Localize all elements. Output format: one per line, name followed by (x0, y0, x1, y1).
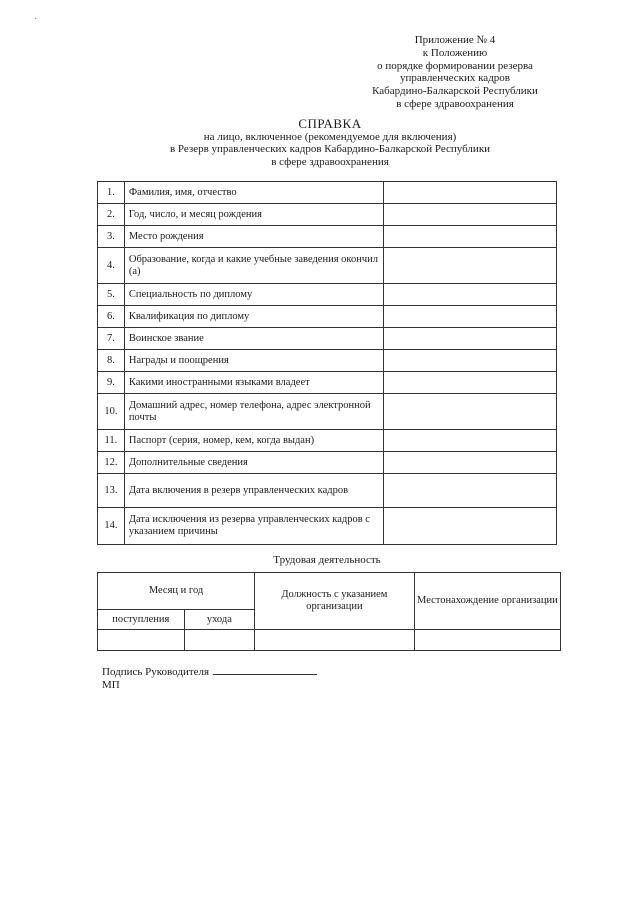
table-row (98, 284, 557, 306)
row-value-cell[interactable] (383, 430, 556, 452)
row-value-cell[interactable] (383, 226, 556, 248)
appendix-line: в сфере здравоохранения (396, 97, 514, 110)
row-value-cell[interactable] (383, 452, 556, 474)
row-value-cell[interactable] (383, 394, 556, 430)
row-value-cell[interactable] (383, 204, 556, 226)
row-number: 10. (98, 394, 125, 430)
row-number: 5. (98, 284, 125, 306)
row-label: Дата исключения из резерва управленческих кадров с указанием причины (124, 508, 383, 545)
table-row (98, 204, 557, 226)
row-label: Какими иностранными языками владеет (124, 372, 383, 394)
corner-mark: · (34, 14, 38, 25)
row-number: 1. (98, 182, 125, 204)
row-label: Домашний адрес, номер телефона, адрес электронной почты (124, 394, 383, 430)
row-value-cell[interactable] (383, 350, 556, 372)
row-label: Дополнительные сведения (124, 452, 383, 474)
row-label: Специальность по диплому (124, 284, 383, 306)
stamp-label: МП (102, 679, 120, 691)
signature-label: Подпись Руководителя (102, 666, 210, 678)
employment-entry-row (98, 630, 561, 651)
row-label: Год, число, и месяц рождения (124, 204, 383, 226)
row-value-cell[interactable] (383, 284, 556, 306)
table-row (98, 474, 557, 508)
row-label: Паспорт (серия, номер, кем, когда выдан) (124, 430, 383, 452)
row-label: Дата включения в резерв управленческих кадров (124, 474, 383, 508)
table-row (98, 372, 557, 394)
row-value-cell[interactable] (383, 474, 556, 508)
table-row (98, 328, 557, 350)
row-label: Квалификация по диплому (124, 306, 383, 328)
row-number: 4. (98, 248, 125, 284)
row-number: 2. (98, 204, 125, 226)
table-row (98, 394, 557, 430)
table-row (98, 182, 557, 204)
row-label: Образование, когда и какие учебные заведения окончил (а) (124, 248, 383, 284)
position-cell[interactable] (255, 630, 415, 651)
appendix-note (340, 34, 570, 111)
row-number: 6. (98, 306, 125, 328)
row-value-cell[interactable] (383, 306, 556, 328)
document-title: СПРАВКА (298, 116, 362, 131)
heading-line: на лицо, включенное (рекомендуемое для включения) (203, 130, 457, 143)
appendix-line: о порядке формировании резерва (377, 59, 533, 72)
row-label: Воинское звание (124, 328, 383, 350)
row-label: Награды и поощрения (124, 350, 383, 372)
table-row (98, 226, 557, 248)
heading-line: в Резерв управленческих кадров Кабардино-Балкарской Республики (169, 143, 491, 155)
appendix-line: Кабардино-Балкарской Республики (372, 85, 538, 98)
personal-info-table (97, 181, 557, 545)
row-number: 7. (98, 328, 125, 350)
table-row (98, 430, 557, 452)
row-number: 14. (98, 508, 125, 545)
row-value-cell[interactable] (383, 328, 556, 350)
row-number: 12. (98, 452, 125, 474)
row-value-cell[interactable] (383, 508, 556, 545)
row-label: Место рождения (124, 226, 383, 248)
row-value-cell[interactable] (383, 182, 556, 204)
document-heading (100, 118, 560, 168)
row-number: 13. (98, 474, 125, 508)
month-year-header: Месяц и год (98, 573, 255, 610)
table-row (98, 452, 557, 474)
row-value-cell[interactable] (383, 248, 556, 284)
start-subheader: поступления (98, 610, 185, 630)
location-cell[interactable] (414, 630, 560, 651)
row-value-cell[interactable] (383, 372, 556, 394)
appendix-line: управленческих кадров (400, 72, 510, 85)
heading-line: в сфере здравоохранения (271, 155, 389, 168)
employment-table (97, 572, 561, 651)
table-row (98, 508, 557, 545)
row-number: 11. (98, 430, 125, 452)
row-number: 3. (98, 226, 125, 248)
end-subheader: ухода (184, 610, 254, 630)
employment-section-title: Трудовая деятельность (273, 554, 381, 566)
table-row (98, 350, 557, 372)
signature-line[interactable] (213, 674, 317, 675)
employment-header-row (98, 573, 561, 610)
row-number: 9. (98, 372, 125, 394)
row-number: 8. (98, 350, 125, 372)
table-row (98, 248, 557, 284)
start-date-cell[interactable] (98, 630, 185, 651)
signature-block (102, 666, 317, 692)
table-row (98, 306, 557, 328)
position-header: Должность с указанием организации (255, 573, 415, 630)
appendix-line: к Положению (422, 46, 488, 59)
end-date-cell[interactable] (184, 630, 254, 651)
row-label: Фамилия, имя, отчество (124, 182, 383, 204)
location-header: Местонахождение организации (414, 573, 560, 630)
appendix-line: Приложение № 4 (414, 34, 496, 46)
